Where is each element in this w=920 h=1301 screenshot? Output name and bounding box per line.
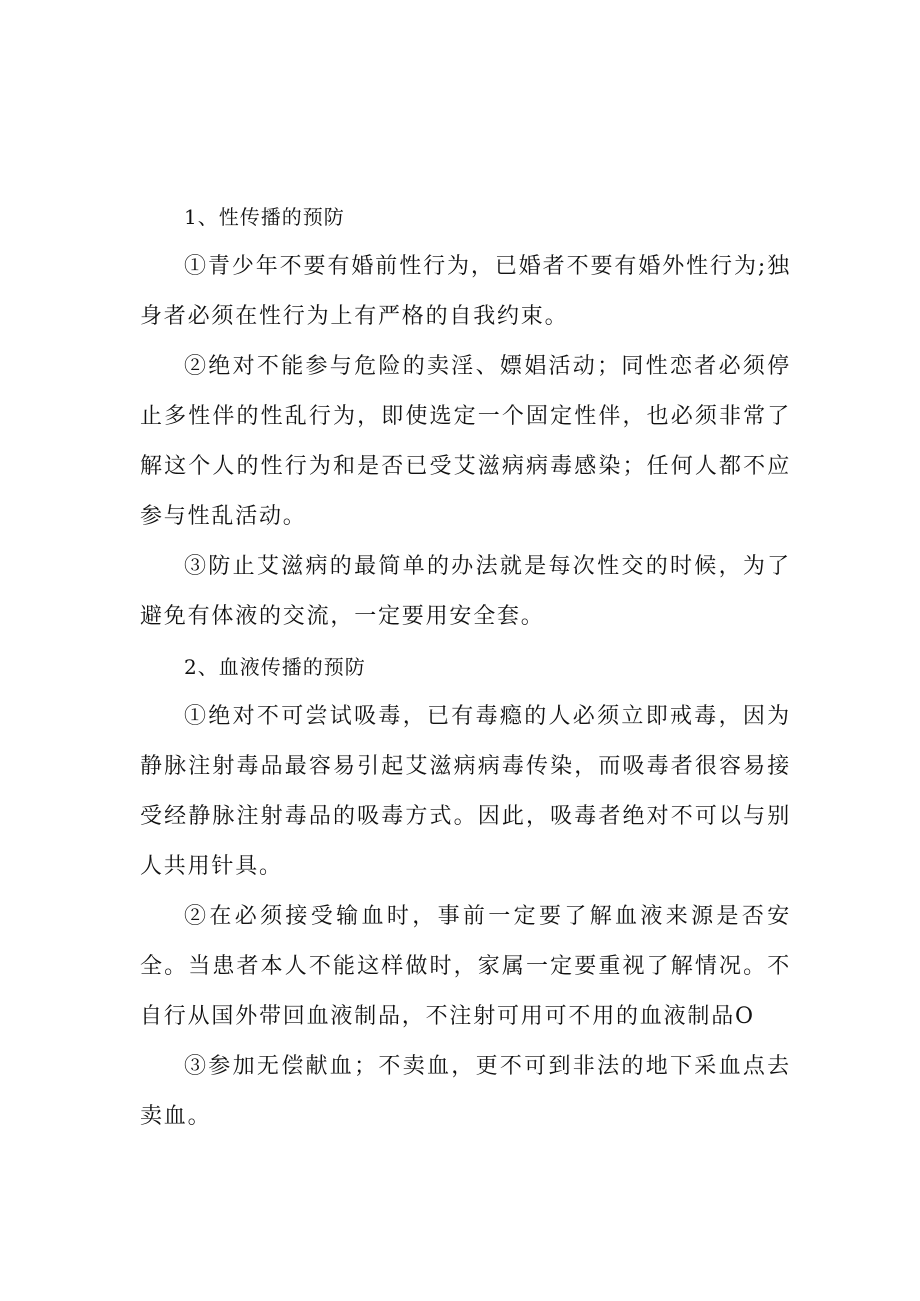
section-heading: 1、性传播的预防 — [184, 205, 345, 229]
section-blood-transmission — [140, 642, 791, 1142]
paragraph: ①青少年不要有婚前性行为，已婚者不要有婚外性行为;独身者必须在性行为上有严格的自我约束。 — [140, 254, 791, 329]
section-sexual-transmission — [140, 192, 791, 642]
paragraph: ③参加无偿献血；不卖血，更不可到非法的地下采血点去卖血。 — [140, 1054, 791, 1129]
paragraph: ①绝对不可尝试吸毒，已有毒瘾的人必须立即戒毒，因为静脉注射毒品最容易引起艾滋病病毒传染，而吸毒者很容易接受经静脉注射毒品的吸毒方式。因此，吸毒者绝对不可以与别人共用针具。 — [140, 704, 791, 879]
paragraph: ②在必须接受输血时，事前一定要了解血液来源是否安全。当患者本人不能这样做时，家属一定要重视了解情况。不自行从国外带回血液制品，不注射可用可不用的血液制品O — [140, 904, 791, 1029]
document-body — [140, 192, 791, 1142]
paragraph: ③防止艾滋病的最简单的办法就是每次性交的时候，为了避免有体液的交流，一定要用安全套。 — [140, 554, 791, 629]
paragraph: ②绝对不能参与危险的卖淫、嫖娼活动；同性恋者必须停止多性伴的性乱行为，即使选定一个固定性伴，也必须非常了解这个人的性行为和是否已受艾滋病病毒感染；任何人都不应参与性乱活动。 — [140, 354, 791, 529]
section-heading: 2、血液传播的预防 — [184, 655, 366, 679]
